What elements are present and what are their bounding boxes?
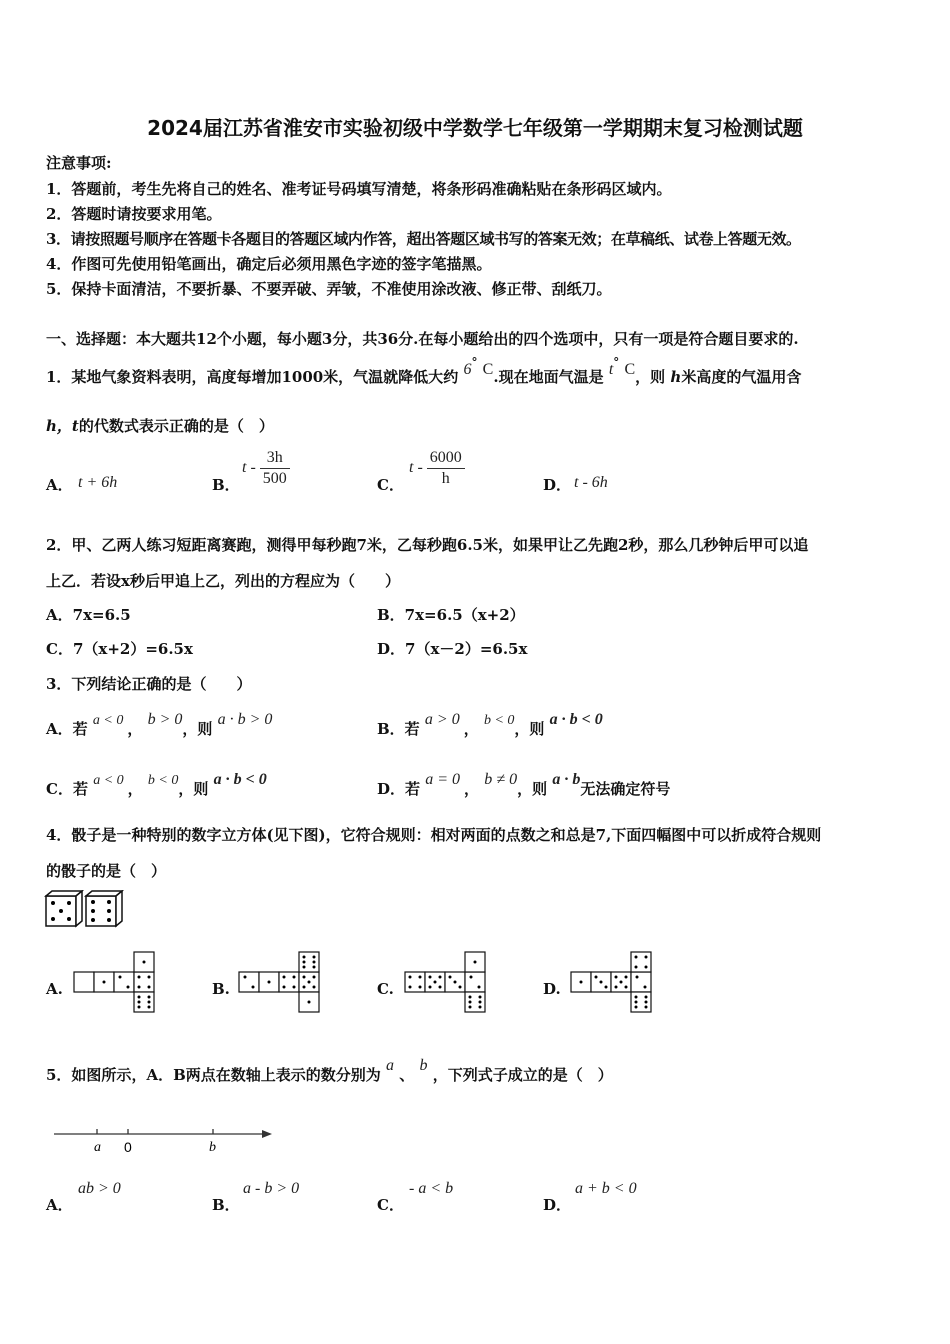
- q1-option-d-label[interactable]: D．: [543, 476, 572, 494]
- q1-text-c: ，则: [635, 368, 666, 386]
- section-heading: 一、选择题：本大题共12个小题，每小题3分，共36分.在每小题给出的四个选项中，只有一项是符合题目要求的.: [46, 330, 799, 348]
- q1-option-d: t - 6h: [574, 474, 608, 491]
- q1-option-a: t + 6h: [78, 474, 118, 491]
- q1-line2-vars: h，t: [46, 417, 79, 435]
- q4-net-b: [238, 950, 324, 1016]
- q1-option-b-label[interactable]: B．: [212, 476, 240, 494]
- q3-b-then: ，则: [514, 720, 545, 738]
- q4-net-d: [570, 950, 656, 1016]
- q3-a-c1: a < 0: [92, 713, 124, 728]
- q2-option-b[interactable]: B．7x=6.5（x+2）: [377, 606, 525, 624]
- q4-stem-line2: 的骰子的是（ ）: [46, 862, 167, 880]
- q1-line2-text: 的代数式表示正确的是（ ）: [78, 417, 274, 435]
- q2-stem-line2: 上乙．若设x秒后甲追上乙，列出的方程应为（ ）: [46, 572, 400, 590]
- q4-option-a-label[interactable]: A.: [46, 980, 63, 998]
- dice-example-figure: [44, 890, 126, 930]
- q1-text-d: 米高度的气温用含: [681, 368, 802, 386]
- axis-label-b: b: [209, 1140, 216, 1155]
- q2-option-c[interactable]: C．7（x+2）=6.5x: [46, 640, 193, 658]
- q3-c-c2: b < 0: [147, 773, 179, 788]
- axis-label-zero: 0: [124, 1139, 132, 1155]
- q1-stem-line2: [46, 415, 274, 436]
- q3-d-label: D．若: [377, 780, 421, 798]
- q5-stem: [46, 1057, 613, 1085]
- q5-option-c-label[interactable]: C．: [377, 1196, 404, 1214]
- q3-d-res: a · b: [552, 771, 581, 788]
- q3-stem: 3．下列结论正确的是（ ）: [46, 675, 252, 693]
- q3-c-then: ，则: [178, 780, 209, 798]
- q4-stem-line1: 4．骰子是一种特别的数字立方体(见下图)，它符合规则：相对两面的点数之和总是7,下面四幅图中可以折成符合规则: [46, 826, 822, 844]
- note-item: 1．答题前，考生先将自己的姓名、准考证号码填写清楚，将条形码准确粘贴在条形码区域内。: [46, 180, 672, 198]
- q1-option-b: [242, 448, 290, 489]
- q3-d-c2: b ≠ 0: [484, 771, 518, 788]
- q3-c-res: a · b < 0: [213, 771, 267, 788]
- q3-d-c1: a = 0: [425, 771, 461, 788]
- axis-label-a: a: [94, 1140, 101, 1155]
- notes-heading: 注意事项:: [46, 154, 112, 172]
- q1-option-c: [409, 448, 465, 489]
- q4-option-d-label[interactable]: D.: [543, 980, 561, 998]
- q5-var-b: b: [419, 1057, 428, 1074]
- q1-option-b-num: 3h: [260, 448, 290, 469]
- note-item: 5．保持卡面清洁，不要折暴、不要弄破、弄皱，不准使用涂改液、修正带、刮纸刀。: [46, 280, 612, 298]
- q3-a-label: A．若: [46, 720, 88, 738]
- page-title: 2024届江苏省淮安市实验初级中学数学七年级第一学期期末复习检测试题: [147, 116, 803, 140]
- q3-option-a[interactable]: A．若 a < 0 ， b > 0，则 a · b > 0: [46, 711, 273, 738]
- q3-b-label: B．若: [377, 720, 420, 738]
- q4-net-a: [73, 950, 159, 1016]
- q5-text-b: ，下列式子成立的是（ ）: [432, 1066, 613, 1084]
- q2-stem-line1: 2．甲、乙两人练习短距离赛跑，测得甲每秒跑7米，乙每秒跑6.5米，如果甲让乙先跑2秒，那么几秒钟后甲可以追: [46, 536, 809, 554]
- q2-option-a[interactable]: A．7x=6.5: [46, 606, 131, 624]
- q3-option-d[interactable]: D．若 a = 0， b ≠ 0，则 a · b无法确定符号: [377, 771, 671, 798]
- q2-option-d[interactable]: D．7（x－2）=6.5x: [377, 640, 528, 658]
- q3-a-c2: b > 0: [147, 711, 183, 728]
- q3-option-b[interactable]: B．若 a > 0， b < 0，则 a · b < 0: [377, 711, 603, 738]
- q1-math-6: 6: [463, 361, 472, 378]
- q5-option-d: a + b < 0: [575, 1180, 637, 1197]
- note-item: 4．作图可先使用铅笔画出，确定后必须用黑色字迹的签字笔描黑。: [46, 255, 492, 273]
- q5-option-b: a - b > 0: [243, 1180, 300, 1197]
- q1-option-b-den: 500: [262, 470, 287, 487]
- q3-b-c2: b < 0: [483, 713, 515, 728]
- q5-text-a: 5．如图所示，A．B两点在数轴上表示的数分别为: [46, 1066, 381, 1084]
- q1-math-c2: C: [624, 361, 636, 378]
- dice-icon: [46, 891, 82, 926]
- q3-a-then: ，则: [182, 720, 213, 738]
- q1-option-c-label[interactable]: C．: [377, 476, 404, 494]
- q3-c-c1: a < 0: [93, 773, 124, 788]
- q1-math-c: C: [482, 361, 494, 378]
- q5-option-a-label[interactable]: A．: [46, 1196, 73, 1214]
- q5-option-a: ab > 0: [78, 1180, 121, 1197]
- q3-b-c1: a > 0: [424, 711, 460, 728]
- q3-b-res: a · b < 0: [549, 711, 603, 728]
- q5-var-a: a: [386, 1057, 394, 1074]
- q1-option-a-label[interactable]: A．: [46, 476, 73, 494]
- q1-text-a: 1．某地气象资料表明，高度每增加1000米，气温就降低大约: [46, 368, 459, 386]
- q1-option-c-pre: t -: [409, 459, 423, 477]
- q3-a-res: a · b > 0: [217, 711, 273, 728]
- note-item: 3．请按照题号顺序在答题卡各题目的答题区域内作答，超出答题区域书写的答案无效；在草稿纸、试卷上答题无效。: [46, 230, 801, 248]
- q5-option-c: - a < b: [409, 1180, 454, 1197]
- note-item: 2．答题时请按要求用笔。: [46, 205, 222, 223]
- q4-option-c-label[interactable]: C.: [377, 980, 394, 998]
- q5-sep: 、: [399, 1066, 415, 1084]
- q1-stem-line1: 1．某地气象资料表明，高度每增加1000米，气温就降低大约 6° C.现在地面气温是 t° C，则 h米高度的气温用含: [46, 355, 802, 386]
- q1-option-c-den: h: [441, 470, 450, 487]
- q4-net-c: [404, 950, 490, 1016]
- q1-text-b: .现在地面气温是: [493, 368, 604, 386]
- number-line: [52, 1120, 277, 1160]
- q5-option-b-label[interactable]: B．: [212, 1196, 240, 1214]
- q1-option-c-num: 6000: [427, 448, 465, 469]
- q5-option-d-label[interactable]: D．: [543, 1196, 572, 1214]
- q3-d-then: ，则: [517, 780, 548, 798]
- q1-var-h: h: [670, 368, 682, 386]
- q1-math-t: t: [608, 361, 614, 378]
- q3-c-label: C．若: [46, 780, 88, 798]
- q3-d-tail: 无法确定符号: [580, 780, 671, 798]
- q3-option-c[interactable]: C．若 a < 0 ， b < 0，则 a · b < 0: [46, 771, 267, 798]
- q4-option-b-label[interactable]: B.: [212, 980, 230, 998]
- q1-option-b-pre: t -: [242, 459, 256, 477]
